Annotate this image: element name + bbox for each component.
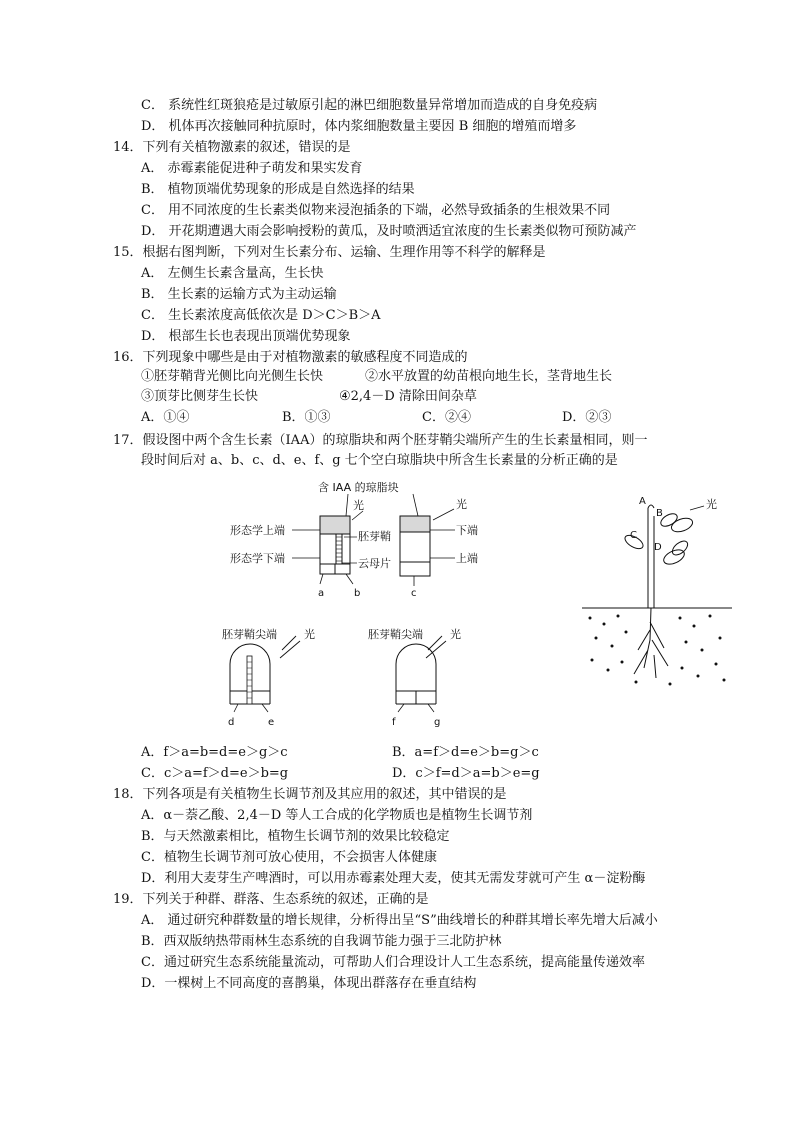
fig-lower-end: 下端 [456, 524, 478, 537]
q16-option-b: B．①③ [282, 410, 331, 425]
fig-a-label: a [318, 588, 325, 599]
fig-e-label: e [268, 717, 275, 728]
q19-option-d: D．一棵树上不同高度的喜鹊巢，体现出群落存在垂直结构 [141, 976, 477, 991]
fig-iaa-label: 含 IAA 的琼脂块 [318, 481, 399, 494]
q16-option-c: C．②④ [422, 410, 471, 425]
fig-g-label: g [434, 717, 441, 728]
fig-d-label: d [228, 717, 235, 728]
fig-upper-end: 上端 [456, 552, 478, 565]
q18-option-b: B．与天然激素相比，植物生长调节剂的效果比较稳定 [141, 829, 450, 844]
plant-C-label: C [630, 530, 637, 541]
q18-stem: 18．下列各项是有关植物生长调节剂及其应用的叙述，其中错误的是 [113, 787, 507, 802]
q19-option-a: A． 通过研究种群数量的增长规律，分析得出呈“S”曲线增长的种群其增长率先增大后减小 [141, 913, 658, 928]
q17-figure [222, 476, 488, 738]
q17-stem: 17．假设图中两个含生长素（IAA）的琼脂块和两个胚芽鞘尖端所产生的生长素量相同，则一 [113, 433, 648, 448]
q17-option-d: D．c＞f=d＞a=b＞e=g [392, 766, 540, 781]
q16-item-3: ③顶芽比侧芽生长快 [141, 389, 259, 404]
q14-option-a: A． 赤霉素能促进种子萌发和果实发育 [141, 161, 363, 176]
q17-option-c: C．c＞a=f＞d=e＞b=g [141, 766, 289, 781]
plant-D-label: D [654, 542, 662, 553]
fig-morph-bottom: 形态学下端 [230, 552, 285, 565]
fig-light-1: 光 [353, 499, 364, 512]
q17-option-b: B．a=f＞d=e＞b=g＞c [392, 745, 539, 760]
fig-light-2: 光 [456, 498, 467, 511]
plant-B-label: B [656, 508, 663, 519]
q16-stem: 16．下列现象中哪些是由于对植物激素的敏感程度不同造成的 [113, 350, 468, 365]
q17-stem-cont: 段时间后对 a、b、c、d、e、f、g 七个空白琼脂块中所含生长素量的分析正确的是 [141, 453, 618, 468]
q16-option-d: D．②③ [562, 410, 612, 425]
fig-coleoptile: 胚芽鞘 [358, 530, 391, 543]
plant-A-label: A [639, 496, 646, 507]
q18-option-c: C．植物生长调节剂可放心使用，不会损害人体健康 [141, 850, 437, 865]
fig-tip-1: 胚芽鞘尖端 [222, 628, 277, 641]
fig-tip-2: 胚芽鞘尖端 [368, 628, 423, 641]
fig-light-3: 光 [304, 628, 315, 641]
fig-mica: 云母片 [358, 557, 391, 570]
fig-morph-top: 形态学上端 [230, 524, 285, 537]
q16-option-a: A．①④ [141, 410, 190, 425]
q14-option-b: B． 植物顶端优势现象的形成是自然选择的结果 [141, 182, 415, 197]
q14-option-d: D． 开花期遭遇大雨会影响授粉的黄瓜，及时喷洒适宜浓度的生长素类似物可预防减产 [141, 224, 637, 239]
q15-option-a: A． 左侧生长素含量高，生长快 [141, 266, 324, 281]
q15-option-b: B． 生长素的运输方式为主动运输 [141, 287, 337, 302]
fig-c-label: c [411, 588, 417, 599]
q18-option-d: D．利用大麦芽生产啤酒时，可以用赤霉素处理大麦，使其无需发芽就可产生 α－淀粉酶 [141, 871, 646, 886]
q15-stem: 15．根据右图判断，下列对生长素分布、运输、生理作用等不科学的解释是 [113, 245, 546, 260]
q15-option-c: C． 生长素浓度高低依次是 D＞C＞B＞A [141, 308, 381, 323]
fig-f-label: f [392, 717, 396, 728]
q14-option-c: C． 用不同浓度的生长素类似物来浸泡插条的下端，必然导致插条的生根效果不同 [141, 203, 611, 218]
q16-item-2: ②水平放置的幼苗根向地生长，茎背地生长 [365, 369, 613, 384]
q19-option-c: C．通过研究生态系统能量流动，可帮助人们合理设计人工生态系统，提高能量传递效率 [141, 955, 645, 970]
fig-light-4: 光 [450, 628, 461, 641]
q14-stem: 14．下列有关植物激素的叙述，错误的是 [113, 140, 351, 155]
q15-plant-figure [582, 490, 732, 690]
q16-item-4: ④2,4－D 清除田间杂草 [339, 389, 477, 404]
q13-option-d: D． 机体再次接触同种抗原时，体内浆细胞数量主要因 B 细胞的增殖而增多 [141, 119, 577, 134]
q19-option-b: B．西双版纳热带雨林生态系统的自我调节能力强于三北防护林 [141, 934, 502, 949]
q16-item-1: ①胚芽鞘背光侧比向光侧生长快 [141, 369, 324, 384]
q15-option-d: D． 根部生长也表现出顶端优势现象 [141, 329, 351, 344]
q18-option-a: A．α－萘乙酸、2,4－D 等人工合成的化学物质也是植物生长调节剂 [141, 808, 533, 823]
q19-stem: 19．下列关于种群、群落、生态系统的叙述，正确的是 [113, 892, 429, 907]
q17-option-a: A．f＞a=b=d=e＞g＞c [141, 745, 288, 760]
fig-b-label: b [354, 588, 361, 599]
q13-option-c: C． 系统性红斑狼疮是过敏原引起的淋巴细胞数量异常增加而造成的自身免疫病 [141, 98, 598, 113]
plant-light-label: 光 [706, 498, 717, 511]
